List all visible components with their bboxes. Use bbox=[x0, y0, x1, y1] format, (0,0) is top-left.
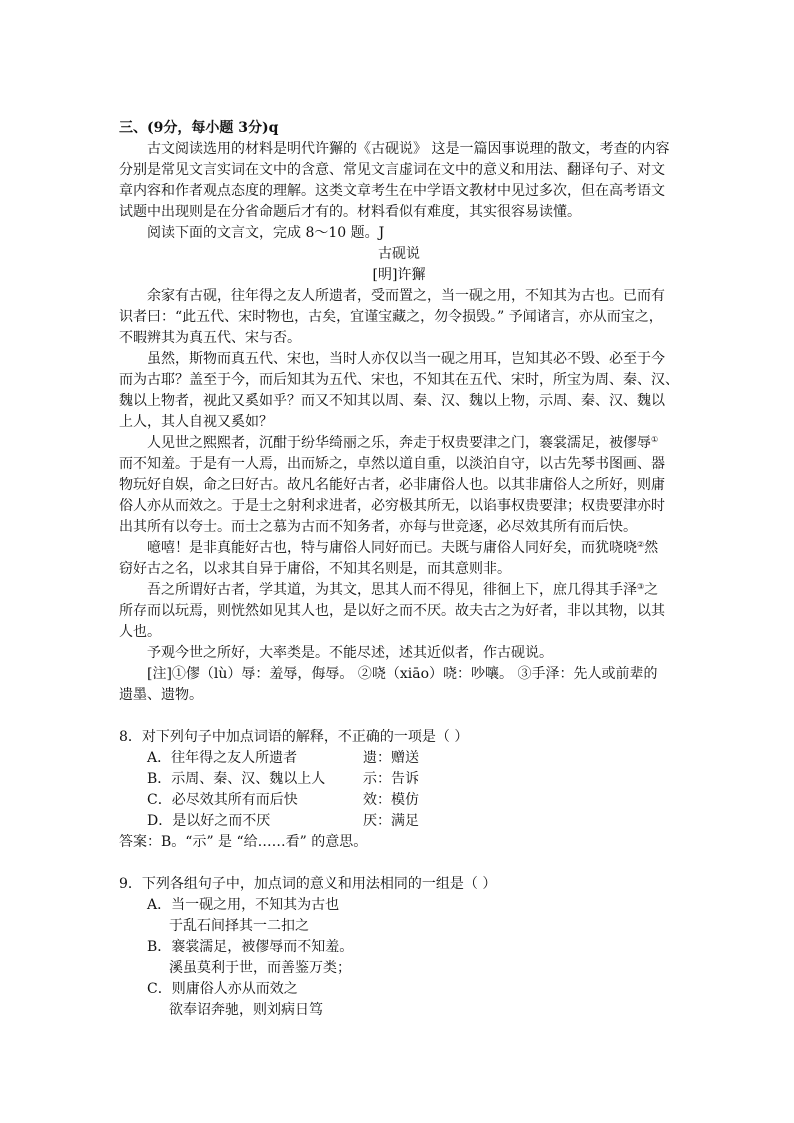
passage-line: 而为古耶？盖至于今，而后知其为五代、宋也，不知其在五代、宋时，所宝为周、秦、汉、 bbox=[119, 372, 679, 388]
section-title: 三、(9分，每小题 3分)q bbox=[119, 120, 279, 136]
spacer bbox=[119, 853, 679, 874]
question-9-stem: 9．下列各组句子中，加点词的意义和用法相同的一组是（ ） bbox=[119, 876, 497, 892]
passage-line: 上人，其人自视又奚如？ bbox=[119, 414, 273, 430]
intro-line: 章内容和作者观点态度的理解。这类文章考生在中学语文教材中见过多次，但在高考语文 bbox=[119, 183, 665, 199]
passage-line: 识者曰：“此五代、宋时物也，古矣，宜谨宝藏之，勿令损毁。” 予闻诸言，亦从而宝之， bbox=[119, 309, 663, 325]
option-sentence: D．是以好之而不厌 bbox=[147, 813, 271, 829]
group-c: C．则庸俗人亦从而效之 bbox=[147, 981, 298, 997]
passage-line: 俗人亦从而效之。于是士之射利求进者，必穷极其所无，以谄事权贵要津；权贵要津亦时 bbox=[119, 498, 665, 514]
group-b-pair: 溪虽莫利于世，而善鉴万类； bbox=[169, 960, 351, 976]
passage-text: 然 bbox=[644, 540, 659, 556]
passage-text: 噫嘻！是非真能好古也，特与庸俗人同好而已。夫既与庸俗人同好矣，而犹哓哓 bbox=[147, 540, 637, 556]
passage-line: 所存而以玩焉，则恍然如见其人也，是以好之而不厌。故夫古之为好者，非以其物，以其 bbox=[119, 603, 665, 619]
instruction: 阅读下面的文言文，完成 8～10 题。J bbox=[147, 225, 385, 241]
option-gloss: 厌：满足 bbox=[363, 813, 419, 829]
intro-line: 古文阅读选用的材料是明代许獬的《古砚说》 这是一篇因事说理的散文，考查的内容 bbox=[147, 141, 670, 157]
passage-line: 人也。 bbox=[119, 624, 161, 640]
document-page bbox=[119, 118, 679, 1021]
footnote-marker: ② bbox=[637, 540, 645, 549]
option-a bbox=[119, 748, 679, 769]
group-a-pair: 于乱石间择其一二扣之 bbox=[169, 918, 309, 934]
passage-line: 余家有古砚，往年得之友人所遗者，受而置之，当一砚之用，不知其为古也。已而有 bbox=[147, 288, 665, 304]
question-8-answer: 答案：B。“示” 是 “给……看” 的意思。 bbox=[119, 834, 368, 850]
passage-line bbox=[119, 580, 679, 601]
passage-text: 之 bbox=[644, 582, 659, 598]
passage-line: 不暇辨其为真五代、宋与否。 bbox=[119, 330, 301, 346]
passage-line: 出其所有以夸士。而士之慕为古而不知务者，亦每与世竞逐，必尽效其所有而后快。 bbox=[119, 519, 637, 535]
passage-line: 予观今世之所好，大率类是。不能尽述，述其近似者，作古砚说。 bbox=[147, 645, 553, 661]
passage-line: 物玩好自娱，命之曰好古。故凡名能好古者，必非庸俗人也。以其非庸俗人之所好，则庸 bbox=[119, 477, 665, 493]
option-c bbox=[119, 790, 679, 811]
passage-text: 人见世之熙熙者，沉酣于纷华绮丽之乐，奔走于权贵要津之门，褰裳濡足，被僇辱 bbox=[147, 435, 651, 451]
passage-title: 古砚说 bbox=[378, 246, 420, 262]
intro-line: 试题中出现则是在分省命题后才有的。材料看似有难度，其实很容易读懂。 bbox=[119, 204, 581, 220]
intro-line: 分别是常见文言实词在文中的含意、常见文言虚词在文中的意义和用法、翻译句子、对文 bbox=[119, 162, 665, 178]
passage-line bbox=[119, 433, 679, 454]
question-8-stem: 8．对下列句子中加点词语的解释，不正确的一项是（ ） bbox=[119, 729, 469, 745]
option-sentence: A．往年得之友人所遗者 bbox=[147, 750, 298, 766]
option-gloss: 示：告诉 bbox=[363, 771, 419, 787]
passage-line: 虽然，斯物而真五代、宋也，当时人亦仅以当一砚之用耳，岂知其必不毁、必至于今 bbox=[147, 351, 665, 367]
passage-line: 窃好古之名，以求其自异于庸俗，不知其名则是，而其意则非。 bbox=[119, 561, 511, 577]
group-c-pair: 欲奉诏奔驰，则刘病日笃 bbox=[169, 1002, 323, 1018]
footnote-line: [注]①僇（lù）辱：羞辱，侮辱。 ②哓（xiāo）哓：吵嚷。 ③手泽：先人或前辈的 bbox=[147, 666, 658, 682]
passage-text: 吾之所谓好古者，学其道，为其文，思其人而不得见，徘徊上下，庶几得其手泽 bbox=[147, 582, 637, 598]
footnote-line: 遗墨、遗物。 bbox=[119, 687, 203, 703]
option-b bbox=[119, 769, 679, 790]
group-a: A．当一砚之用，不知其为古也 bbox=[147, 897, 340, 913]
spacer bbox=[119, 706, 679, 727]
option-gloss: 遗：赠送 bbox=[363, 750, 419, 766]
option-sentence: C．必尽效其所有而后快 bbox=[147, 792, 298, 808]
option-gloss: 效：模仿 bbox=[363, 792, 419, 808]
footnote-marker: ① bbox=[651, 435, 659, 444]
group-b: B．褰裳濡足，被僇辱而不知羞。 bbox=[147, 939, 354, 955]
option-sentence: B．示周、秦、汉、魏以上人 bbox=[147, 771, 326, 787]
passage-author: [明]许獬 bbox=[372, 267, 426, 283]
option-d bbox=[119, 811, 679, 832]
footnote-marker: ③ bbox=[637, 582, 645, 591]
passage-line: 魏以上物者，视此又奚如乎？而又不知其以周、秦、汉、魏以上物，示周、秦、汉、魏以 bbox=[119, 393, 665, 409]
passage-line bbox=[119, 538, 679, 559]
passage-line: 而不知羞。于是有一人焉，出而矫之，卓然以道自重，以淡泊自守，以古先琴书图画、器 bbox=[119, 456, 665, 472]
